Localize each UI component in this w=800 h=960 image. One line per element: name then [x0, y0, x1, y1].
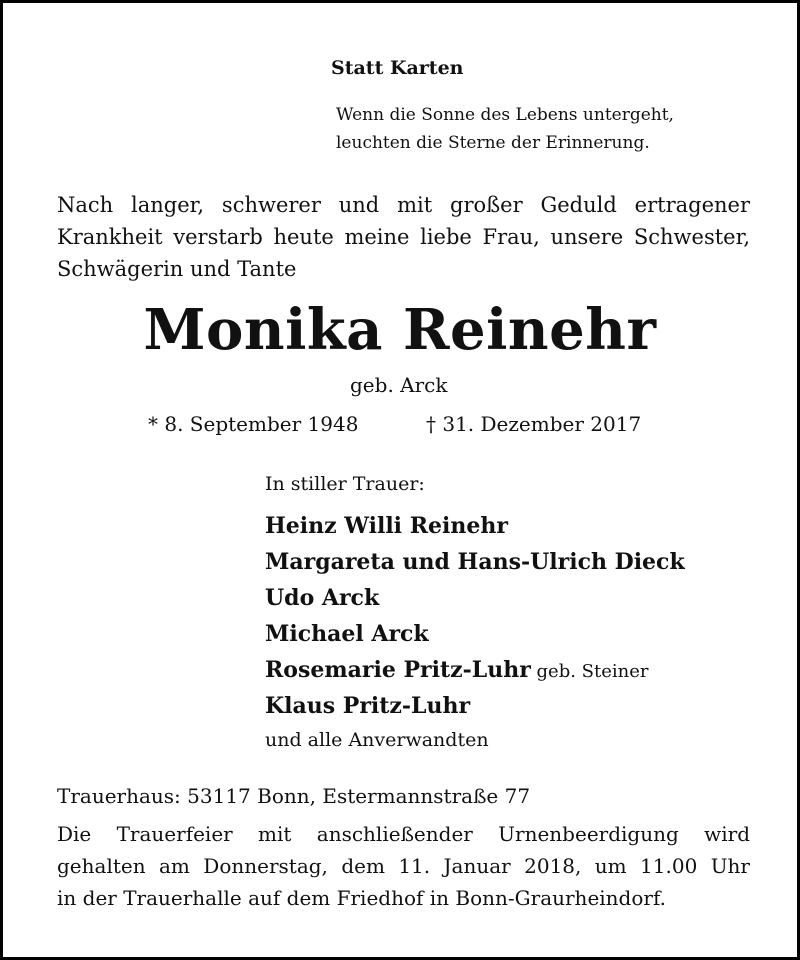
intro-line: Nach langer, schwerer und mit großer Geduld ertragener	[57, 193, 750, 217]
statt-karten-heading: Statt Karten	[331, 57, 464, 79]
quote-line: Wenn die Sonne des Lebens untergeht,	[336, 105, 674, 125]
ceremony-line: Die Trauerfeier mit anschließender Urnenbeerdigung wird	[57, 822, 750, 846]
mourner-name: Udo Arck	[265, 585, 380, 611]
relatives-line: und alle Anverwandten	[265, 729, 489, 751]
deceased-name: Monika Reinehr	[143, 297, 657, 363]
memorial-quote	[336, 101, 674, 157]
mourning-house-address: Trauerhaus: 53117 Bonn, Estermannstraße 77	[57, 784, 531, 808]
ceremony-paragraph	[57, 818, 750, 914]
mourning-heading: In stiller Trauer:	[265, 473, 425, 495]
ceremony-line: gehalten am Donnerstag, dem 11. Januar 2018, um 11.00 Uhr	[57, 854, 750, 878]
mourner-name: Heinz Willi Reinehr	[265, 513, 508, 539]
death-date: † 31. Dezember 2017	[426, 412, 642, 436]
mourner-name: Margareta und Hans-Ulrich Dieck	[265, 549, 685, 575]
mourner-name: Michael Arck	[265, 621, 429, 647]
ceremony-line: in der Trauerhalle auf dem Friedhof in Bonn-Graurheindorf.	[57, 886, 667, 910]
intro-line: Krankheit verstarb heute meine liebe Frau, unsere Schwester,	[57, 225, 750, 249]
mourners-list	[265, 509, 685, 725]
birth-name: geb. Arck	[350, 373, 448, 397]
quote-line: leuchten die Sterne der Erinnerung.	[336, 133, 650, 153]
maiden-name-note: geb. Steiner	[530, 661, 649, 682]
mourner-name: Rosemarie Pritz-Luhr geb. Steiner	[265, 657, 649, 683]
intro-line: Schwägerin und Tante	[57, 257, 297, 281]
intro-paragraph	[57, 189, 750, 285]
birth-date: * 8. September 1948	[148, 412, 359, 436]
mourner-name: Klaus Pritz-Luhr	[265, 693, 471, 719]
